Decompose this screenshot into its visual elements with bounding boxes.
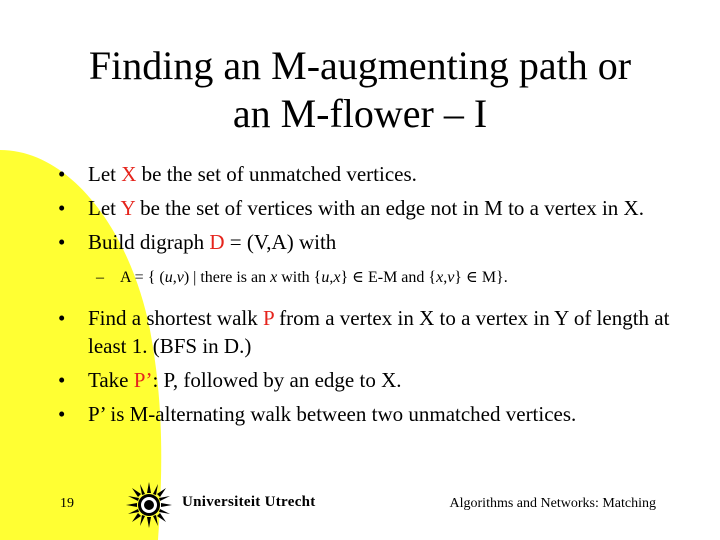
bullet-text: P’ is M-alternating walk between two unmatched vertices. [88, 402, 577, 426]
formula-text: ) | there is an [183, 269, 271, 286]
bullet-item [58, 400, 678, 428]
formula-var: v [447, 269, 455, 286]
bullet-list [58, 160, 678, 434]
bullet-text: from a vertex in X to a vertex in Y of length at least 1. (BFS in D.) [88, 306, 670, 358]
bullet-text: Let [88, 162, 122, 186]
formula-text: , [443, 269, 448, 286]
highlighted-term: X [121, 162, 137, 186]
sub-bullet-marker: – [96, 269, 104, 286]
bullet-text: Find a shortest walk [88, 306, 263, 330]
bullet-item [58, 366, 678, 394]
highlighted-term: P [262, 306, 274, 330]
sub-bullet-item [58, 266, 678, 290]
bullet-item [58, 160, 678, 188]
bullet-text: Build digraph [88, 230, 210, 254]
course-title: Algorithms and Networks: Matching [449, 496, 656, 511]
university-name: Universiteit Utrecht [182, 494, 316, 510]
bullet-text: be the set of vertices with an edge not in M to a vertex in X. [134, 196, 644, 220]
title-line-1: Finding an M-augmenting path or [88, 43, 632, 88]
formula-text: , [329, 269, 334, 286]
formula-text: } ∈ E-M and { [340, 269, 437, 286]
formula-text: with { [277, 269, 322, 286]
title-line-2: an M-flower – I [232, 91, 488, 136]
formula-var: x [436, 269, 444, 286]
bullet-text: = (V,A) with [224, 230, 337, 254]
formula-var: x [333, 269, 341, 286]
bullet-item [58, 304, 678, 360]
formula-text: } ∈ M}. [454, 269, 508, 286]
formula-var: x [270, 269, 278, 286]
formula-var: v [176, 269, 184, 286]
page-number: 19 [60, 496, 74, 511]
bullet-marker: • [58, 402, 66, 426]
formula-text: , [172, 269, 177, 286]
bullet-text: Take [88, 368, 134, 392]
bullet-marker: • [58, 230, 66, 254]
bullet-item [58, 228, 678, 256]
bullet-text: Let [88, 196, 121, 220]
sun-emblem-icon [125, 481, 173, 529]
bullet-marker: • [58, 368, 66, 392]
formula-var: u [321, 269, 330, 286]
highlighted-term: P’ [133, 368, 153, 392]
formula-var: u [164, 269, 173, 286]
bullet-marker: • [58, 196, 66, 220]
formula-text: A = { ( [120, 269, 165, 286]
bullet-text: be the set of unmatched vertices. [136, 162, 417, 186]
bullet-marker: • [58, 306, 66, 330]
slide-title [30, 42, 690, 138]
highlighted-term: Y [120, 196, 135, 220]
highlighted-term: D [209, 230, 225, 254]
bullet-text: : P, followed by an edge to X. [152, 368, 402, 392]
bullet-marker: • [58, 162, 66, 186]
bullet-item [58, 194, 678, 222]
